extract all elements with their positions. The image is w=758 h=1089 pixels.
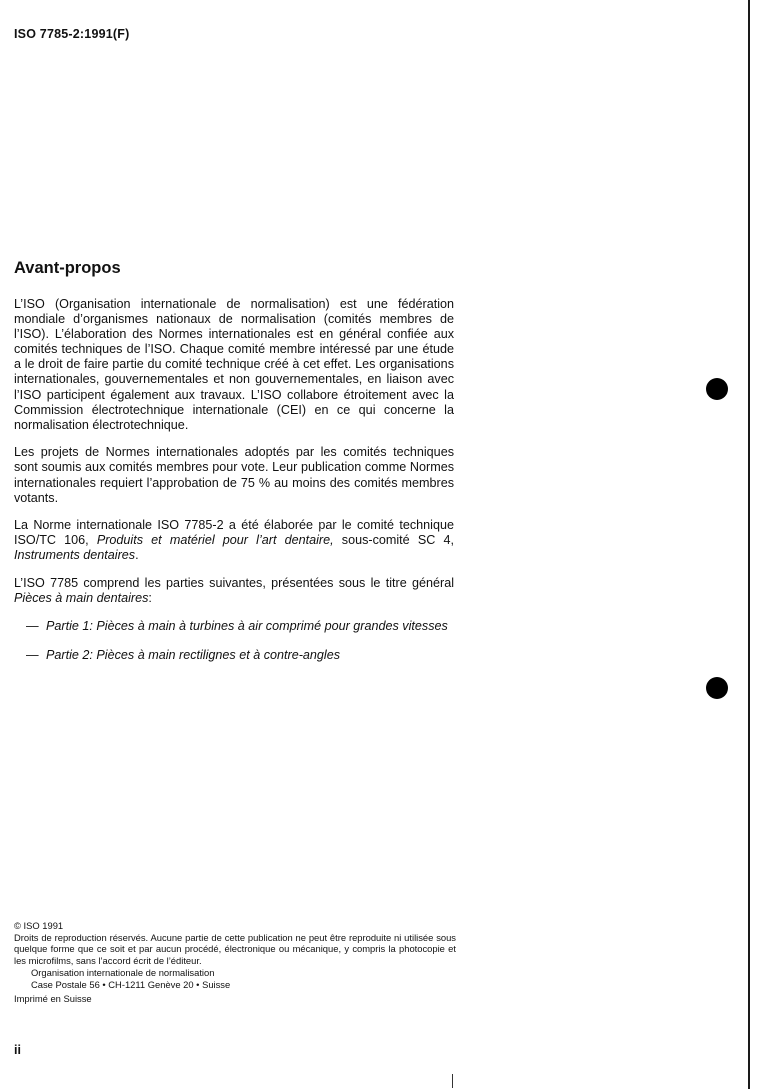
- page-edge-rule: [748, 0, 750, 1089]
- paragraph-iso-description: L’ISO (Organisation internationale de normalisation) est une fédération mondiale d’organismes nationaux de normalisation (comités membres de l’ISO). L’élaboration des Normes internationales est en général confiée aux comités techniques de l’ISO. Chaque comité membre intéressé par une étude a le droit de faire partie du comité technique créé à cet effet. Les organisations internationales, gouvernementales et non gouvernementales, en liaison avec l’ISO participent également aux travaux. L’ISO collabore étroitement avec la Commission électrotechnique internationale (CEI) en ce qui concerne la normalisation électrotechnique.: [14, 297, 454, 432]
- part-1-label: Partie 1: Pièces à main à turbines à air comprimé pour grandes vitesses: [46, 618, 448, 633]
- part-2-label: Partie 2: Pièces à main rectilignes et à contre-angles: [46, 647, 341, 662]
- organization-name: Organisation internationale de normalisation: [31, 967, 215, 979]
- paragraph-parts-intro: [14, 576, 454, 606]
- page-number: ii: [14, 1043, 21, 1057]
- subcommittee-lead-text: sous-comité SC 4,: [333, 533, 454, 548]
- foreword-title: Avant-propos: [14, 259, 121, 277]
- rights-statement: Droits de reproduction réservés. Aucune partie de cette publication ne peut être reproduite ni utilisée sous quelque forme que ce soit et par aucun procédé, électronique ou mécanique, y compris la photocopie et les microfilms, sans l’accord écrit de l’éditeur.: [14, 931, 456, 966]
- organization-address: Case Postale 56 • CH-1211 Genève 20 • Suisse: [31, 978, 231, 990]
- list-item-part-2: [14, 648, 454, 663]
- committee-title: Produits et matériel pour l’art dentaire,: [96, 533, 334, 548]
- parts-list: [14, 619, 454, 663]
- committee-lead-text: La Norme internationale ISO 7785-2 a été élaborée par le comité technique ISO/TC 106,: [14, 518, 454, 548]
- paragraph-voting: Les projets de Normes internationales adoptés par les comités techniques sont soumis aux comités membres pour vote. Leur publication comme Normes internationales requiert l’approbation de 75 % au moins des comités membres votants.: [14, 445, 454, 505]
- document-reference: ISO 7785-2:1991(F): [14, 27, 130, 41]
- list-item-part-1: [14, 619, 454, 634]
- copyright-block: [14, 920, 456, 1004]
- subcommittee-title: Instruments dentaires: [14, 548, 136, 563]
- list-dash: —: [26, 647, 39, 662]
- punch-hole-bottom: [706, 677, 728, 699]
- copyright-notice: © ISO 1991: [14, 920, 64, 931]
- scan-mark: [452, 1074, 453, 1088]
- printed-in: Imprimé en Suisse: [14, 992, 92, 1004]
- general-title: Pièces à main dentaires: [14, 591, 149, 606]
- committee-end-text: .: [135, 548, 139, 563]
- publisher-address: [14, 967, 456, 990]
- paragraph-committee: [14, 518, 454, 563]
- parts-intro-end: :: [148, 591, 152, 606]
- punch-hole-top: [706, 378, 728, 400]
- foreword-body: [14, 297, 454, 677]
- list-dash: —: [26, 618, 39, 633]
- parts-intro-text: L’ISO 7785 comprend les parties suivantes, présentées sous le titre général: [14, 576, 454, 590]
